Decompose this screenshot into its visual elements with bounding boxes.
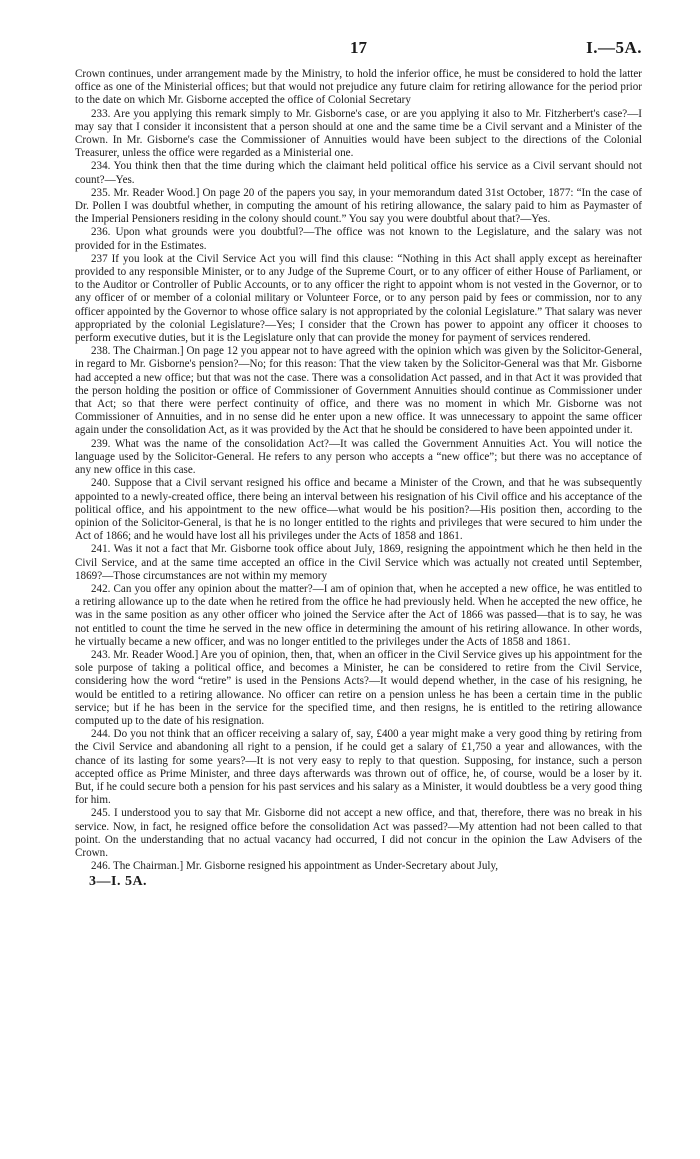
paragraph-continuation: Crown continues, under arrangement made by the Ministry, to hold the inferior office, he must be considered to hold the latter office as one of the Ministerial offices; but that would not prejudice any future claim for retiring allowance for the period prior to the date on which Mr. Gisborne accepted the office of Colonial Secretary bbox=[75, 68, 642, 107]
body-text bbox=[75, 68, 642, 873]
paragraph-246: 246. The Chairman.] Mr. Gisborne resigned his appointment as Under-Secretary about July, bbox=[91, 860, 499, 873]
paragraph-245: 245. I understood you to say that Mr. Gisborne did not accept a new office, and that, therefore, there was no break in his service. Now, in fact, he resigned office before the consolidation Act was passed?—My attention had not been called to that point. On the understanding that no actual vacancy had occurred, I did not concur in the opinion the Law Advisers of the Crown. bbox=[75, 807, 642, 859]
paragraph-242: 242. Can you offer any opinion about the matter?—I am of opinion that, when he accepted a new office, he was entitled to a retiring allowance up to the date when he retired from the office he had previously held. When he accepted the new office, he was in the same position as any other officer who joined the Service after the Act of 1866 was passed—that is to say, he was not entitled to count the time he served in the new office in determining the amount of his retiring allowance. In other words, he virtually became a new officer, and was no longer entitled to the privileges under the Acts of 1858 and 1861. bbox=[75, 582, 642, 648]
paragraph-240: 240. Suppose that a Civil servant resigned his office and became a Minister of the Crown, and that he was subsequently appointed to a newly-created office, there being an interval between his resignation of his Civil office and his acceptance of the political office, and his appointment to the new office—what would be his position?—His position then, according to the opinion of the Solicitor-General, is that he is no longer entitled to the rights and privileges that were secured to him under the Act of 1866; and he would have lost all his privileges under the Acts of 1858 and 1861. bbox=[75, 477, 642, 543]
paper-reference: I.—5A. bbox=[586, 38, 642, 57]
paragraph-234: 234. You think then that the time during which the claimant held political office his service as a Civil servant should not count?—Yes. bbox=[75, 160, 642, 186]
footer-signature: 3—I. 5A. bbox=[89, 874, 148, 890]
paragraph-239: 239. What was the name of the consolidation Act?—It was called the Government Annuities Act. You will notice the language used by the Solicitor-General. He refers to any person who accepts a “new office”; but there was no acceptance of any new office in this case. bbox=[75, 437, 642, 477]
paragraph-233: 233. Are you applying this remark simply to Mr. Gisborne's case, or are you applying it also to Mr. Fitzherbert's case?—I may say that I consider it inconsistent that a person should at one and the same time be a Civil servant and a Minister of the Crown. In Mr. Gisborne's case the Commissioner of Annuities would have been subject to the directions of the Colonial Treasurer, unless the office were regarded as a Ministerial one. bbox=[75, 107, 642, 160]
paragraph-238: 238. The Chairman.] On page 12 you appear not to have agreed with the opinion which was given by the Solicitor-General, in regard to Mr. Gisborne's pension?—No; for this reason: That the view taken by the Solicitor-General was that Mr. Gisborne had accepted a new office; but that was not the case. There was a consolidation Act passed, and in that Act it was provided that the person holding the position or office of Commissioner of Government Annuities should continue as Commissioner under that Act; so that there were perfect continuity of office, and there was no moment in which Mr. Gisborne was not Commissioner of Annuities, and in no sense did he enter upon a new office. It was unnecessary to appoint the same officer again under the consolidation Act, as it was provided by the Act that he should be considered to have been appointed under it. bbox=[75, 345, 642, 437]
paragraph-235: 235. Mr. Reader Wood.] On page 20 of the papers you say, in your memorandum dated 31st October, 1877: “In the case of Dr. Pollen I was doubtful whether, in computing the amount of his retiring allowance, the salary paid to him as Paymaster of the Imperial Pensioners residing in the colony should count.” You say you were doubtful about that?—Yes. bbox=[75, 186, 642, 226]
page-number: 17 bbox=[350, 38, 367, 57]
paragraph-236: 236. Upon what grounds were you doubtful?—The office was not known to the Legislature, and the salary was not provided for in the Estimates. bbox=[75, 226, 642, 252]
paragraph-244: 244. Do you not think that an officer receiving a salary of, say, £400 a year might make a very good thing by retiring from the Civil Service and abandoning all right to a pension, if he could get a salary of £1,750 a year and allowances, with the chance of its lasting for some years?—It is not very easy to reply to that question. Supposing, for instance, such a person accepted office as Prime Minister, and three days afterwards was thrown out of office, he, of course, would be a loser by it. But, if he could secure both a pension for his past services and his salary as a Minister, it would doubtless be a very good thing for him. bbox=[75, 728, 642, 807]
page-header bbox=[75, 36, 642, 68]
paragraph-237: 237 If you look at the Civil Service Act you will find this clause: “Nothing in this Act shall apply except as hereinafter provided to any responsible Minister, or to any Judge of the Supreme Court, or to any officer of either House of Parliament, or to the Auditor or Controller of Public Accounts, or to any officer the right to appoint whom is not vested in the Governor, or to any officer of or member of a colonial military or Volunteer Force, or to any person paid by fees or commission, nor to any officer appointed by the Governor to whose office salary is not appropriated by the colonial Legislature.” That salary was never appropriated by the colonial Legislature?—Yes; I consider that the Crown has power to appoint any officer it chooses to perform executive duties, but it is the Legislature only that can provide the money for payment of services rendered. bbox=[75, 252, 642, 345]
paragraph-241: 241. Was it not a fact that Mr. Gisborne took office about July, 1869, resigning the appointment which he then held in the Civil Service, and at the same time accepted an office in the Civil Service which was actually not created until September, 1869?—Those circumstances are not within my memory bbox=[75, 543, 642, 582]
document-page bbox=[75, 36, 642, 890]
paragraph-243: 243. Mr. Reader Wood.] Are you of opinion, then, that, when an officer in the Civil Service gives up his appointment for the sole purpose of taking a political office, and becomes a Minister, he can be considered to retire from the Civil Service, considering how the word “retire” is used in the Pensions Acts?—It would depend whether, in the case of his resigning, he would be entitled to a retiring allowance. No officer can retire on a pension unless he has been a certain time in the public service; but if he has been in the service for the specified time, and then resigns, he is entitled to the retiring allowance computed up to the date of his resignation. bbox=[75, 648, 642, 727]
